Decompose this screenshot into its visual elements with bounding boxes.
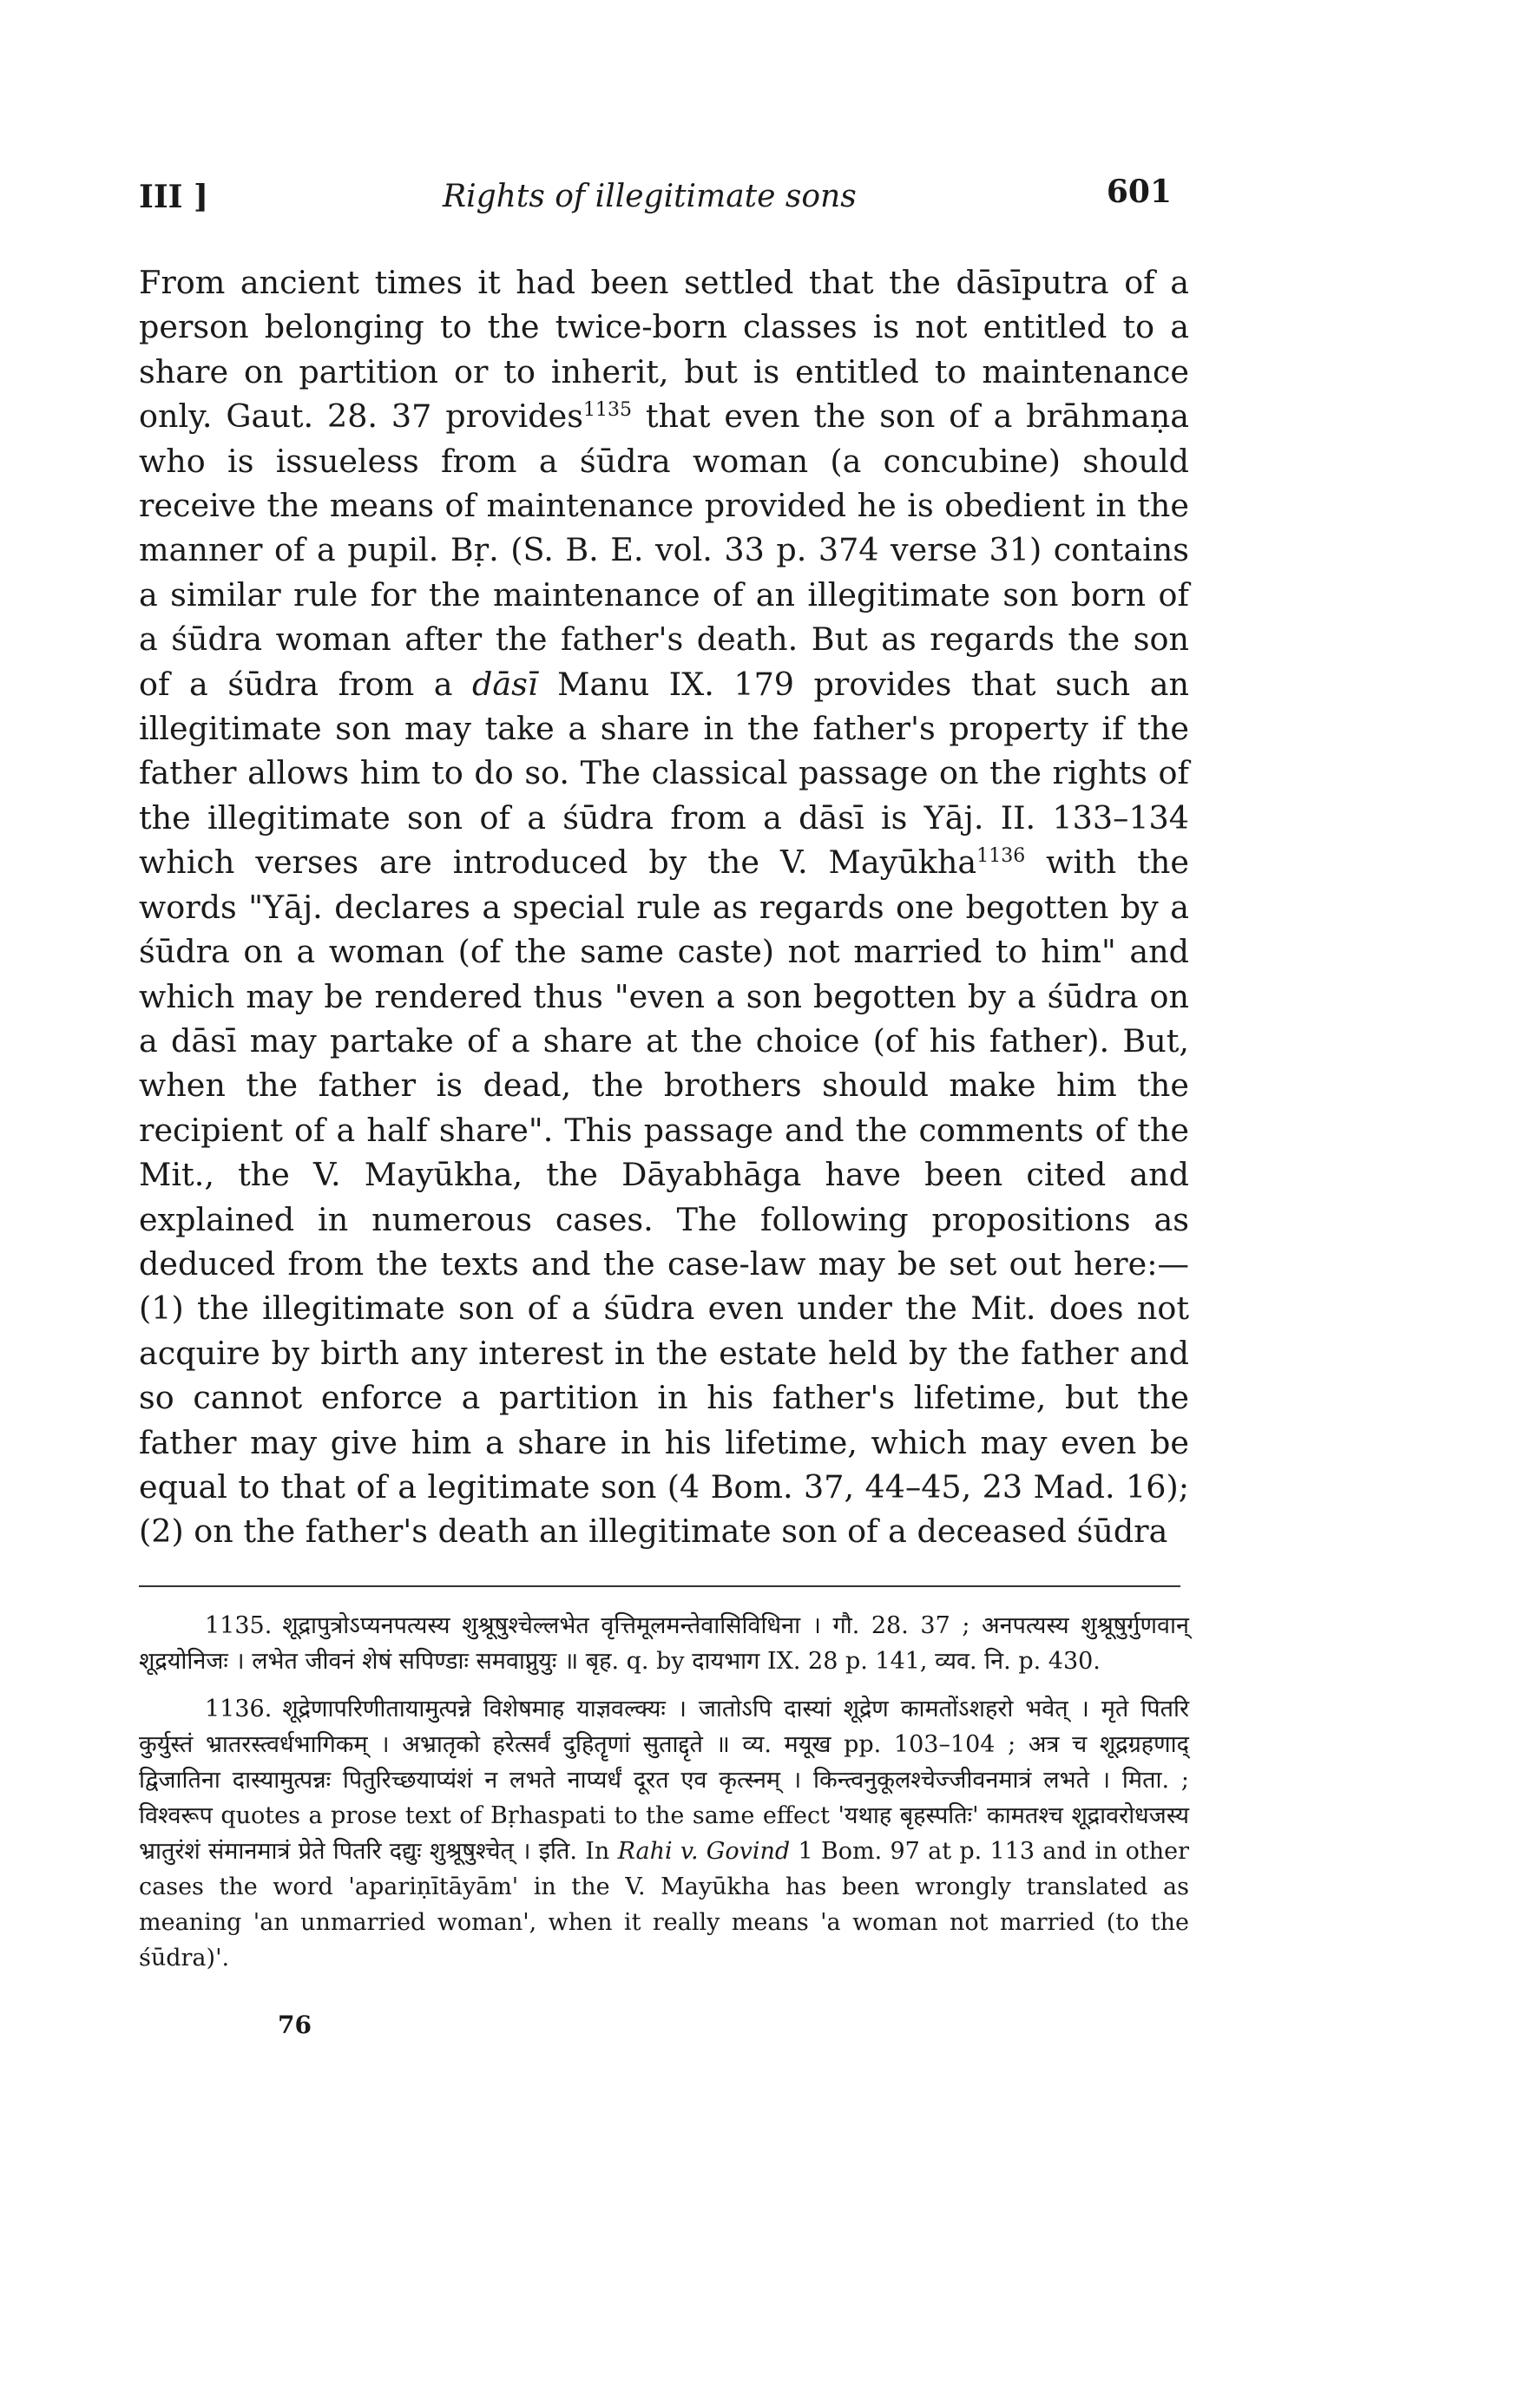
footnote-number: 1135. xyxy=(205,1612,273,1640)
chapter-number: III ] xyxy=(139,179,209,215)
case-name: Rahi v. Govind xyxy=(617,1838,791,1866)
body-text-part-4: with the words "Yāj. declares a special rule as regards one begotten by a śūdra on a woman (of the same caste) not married to him" and which may be rendered thus "even a son begotten by a śūdra on a dāsī may partake of a share at the choice (of his father). But, when the father is dead, the brothers should make him the recipient of a half share". This passage and the comments of the Mit., the V. Mayūkha, the Dāyabhāga have been cited and explained in numerous cases. The following propositions as deduced from the texts and the case-law may be set out here:—(1) the illegitimate son of a śūdra even under the Mit. does not acquire by birth any interest in the estate held by the father and so cannot enforce a partition in his father's lifetime, but the father may give him a share in his lifetime, which may even be equal to that of a legitimate son (4 Bom. 37, 44–45, 23 Mad. 16); (2) on the father's death an illegitimate son of a deceased śūdra xyxy=(139,843,1189,1551)
running-title: Rights of illegitimate sons xyxy=(443,179,857,214)
footnote-1136 xyxy=(139,1691,1189,1976)
footnote-ref-1136: 1136 xyxy=(976,845,1026,868)
page xyxy=(139,174,1189,2039)
footnote-number: 1136. xyxy=(205,1696,273,1723)
italic-term-dasi: dāsī xyxy=(472,665,538,703)
page-number: 601 xyxy=(1106,174,1172,210)
footnote-text: शूद्रापुत्रोऽप्यनपत्यस्य शुश्रूषुश्चेल्लभेत वृत्तिमूलमन्तेवासिविधिना । गौ. 28. 37 ; अनपत्यस्य शुश्रूषुर्गुणवान् शूद्रयोनिजः । लभेत जीवनं शेषं सपिण्डाः समवाप्नुयुः ॥ बृह. q. by दायभाग IX. 28 p. 141, व्यव. नि. p. 430. xyxy=(139,1612,1189,1676)
footnote-1135 xyxy=(139,1608,1189,1679)
body-text-part-2: that even the son of a brāhmaṇa who is issueless from a śūdra woman (a concubine) should receive the means of maintenance provided he is obedient in the manner of a pupil. Bṛ. (S. B. E. vol. 33 p. 374 verse 31) contains a similar rule for the maintenance of an illegitimate son born of a śūdra woman after the father's death. But as regards the son of a śūdra from a xyxy=(139,397,1189,703)
body-text-part-1: From ancient times it had been settled that the dāsīputra of a person belonging to the twice-born classes is not entitled to a share on partition or to inherit, but is entitled to maintenance only. Gaut. 28. 37 provides xyxy=(139,264,1189,436)
body-text-part-3: Manu IX. 179 provides that such an illegitimate son may take a share in the father's property if the father allows him to do so. The classical passage on the rights of the illegitimate son of a śūdra from a dāsī is Yāj. II. 133–134 which verses are introduced by the V. Mayūkha xyxy=(139,665,1189,882)
footnote-divider xyxy=(139,1585,1180,1587)
footnotes xyxy=(139,1608,1189,1976)
footnote-ref-1135: 1135 xyxy=(583,399,632,422)
footnote-text: शूद्रेणापरिणीतायामुत्पन्ने विशेषमाह याज्ञवल्क्यः । जातोऽपि दास्यां शूद्रेण कामतोंऽशहरो भवेत् । मृते पितरि कुर्युस्तं भ्रातरस्त्वर्धभागिकम् । अभ्रातृको हरेत्सर्वं दुहितॄणां सुताद्दृते ॥ व्य. मयूख pp. 103–104 ; अत्र च शूद्रग्रहणाद् द्विजातिना दास्यामुत्पन्नः पितुरिच्छयाप्यंशं न लभते नाप्यर्धं दूरत एव कृत्स्नम् । किन्त्वनुकूलश्चेज्जीवनमात्रं लभते । मिता. ; विश्वरूप quotes a prose text of Bṛhaspati to the same effect 'यथाह बृहस्पतिः' कामतश्च शूद्रावरोधजस्य भ्रातुरंशं संमानमात्रं प्रेते पितरि दद्युः शुश्रूषुश्चेत् । इति. In xyxy=(139,1696,1189,1866)
running-head xyxy=(139,174,1189,226)
body-paragraph xyxy=(139,260,1189,1554)
signature-mark: 76 xyxy=(278,2011,312,2040)
footnote-text-tail: 1 Bom. 97 at p. 113 and in other cases the word 'apariṇītāyām' in the V. Mayūkha has been wrongly translated as meaning 'an unmarried woman', when it really means 'a woman not married (to the śūdra)'. xyxy=(139,1838,1189,1972)
